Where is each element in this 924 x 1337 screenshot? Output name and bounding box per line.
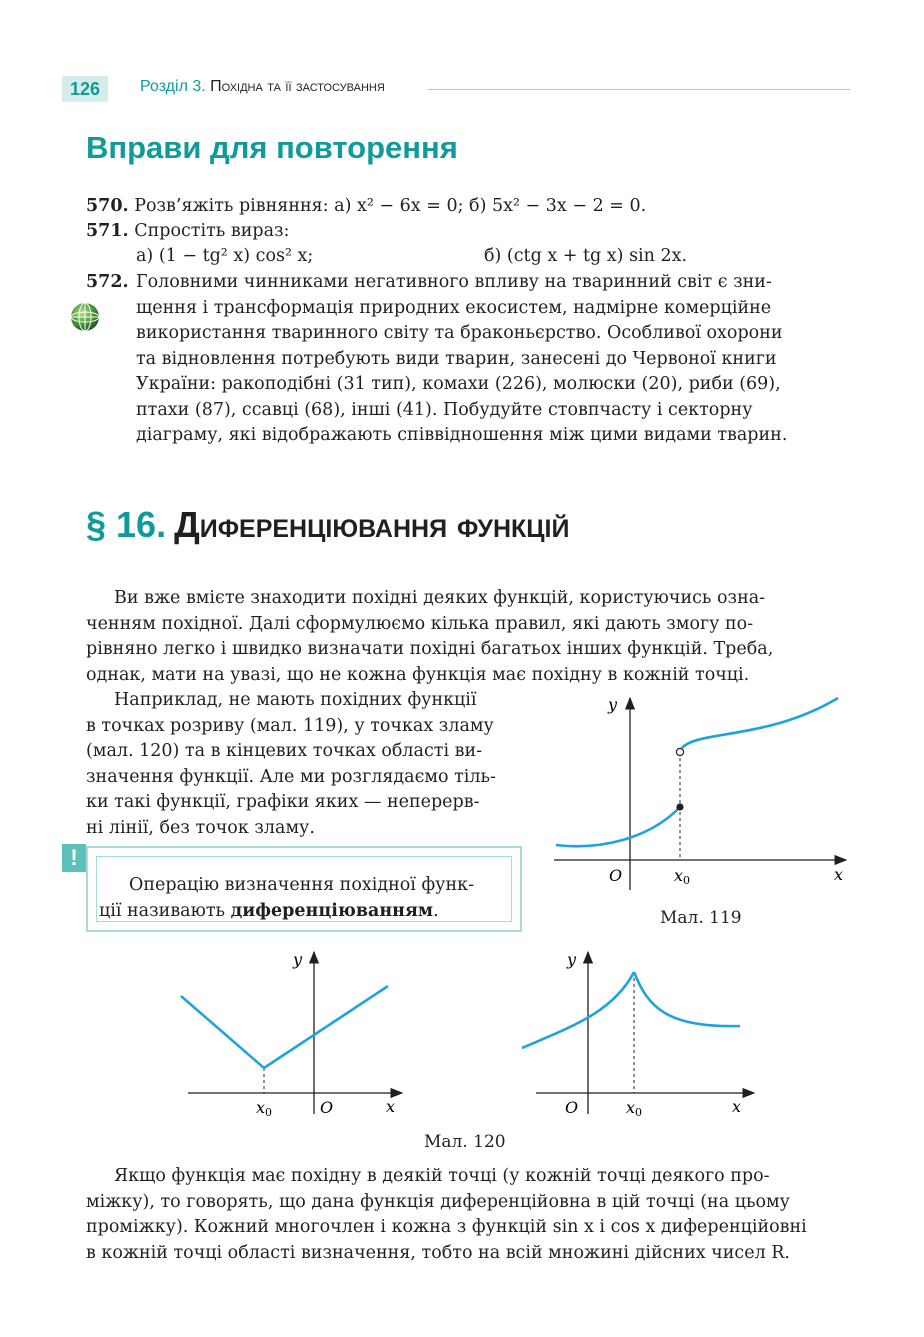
x0-main: x [674,866,684,885]
section-number: § 16. [86,504,167,545]
text-line: міжку), то говорять, що дана функція диференційовна в цій точці (на цьому [86,1191,790,1212]
x0-sub: 0 [635,1106,643,1119]
section-title: Диференціювання функцій [174,504,570,545]
x0-main: x [626,1098,636,1117]
y-label: y [293,950,303,969]
problem-number: 571. [86,221,129,241]
open-point [676,748,683,755]
exclamation-icon: ! [62,844,86,872]
origin-label: O [565,1098,579,1117]
problem-572-number: 572. [86,272,129,292]
figure-120-left [176,948,408,1120]
curve-left [556,807,680,846]
definition-text [99,873,509,924]
chapter-label: Розділ 3. [140,78,206,95]
text-line: значення функції. Але ми розглядаємо тіль- [86,766,496,787]
text-line: та відновлення потребують види тварин, занесені до Червоної книги [136,348,777,369]
text-line: рівняно легко і швидко визначати похідні багатьох інших функцій. Треба, [86,639,774,659]
figure-120-caption: Мал. 120 [424,1132,506,1152]
section-heading [86,504,569,546]
broken-line [181,986,388,1068]
x0-label [626,1098,642,1119]
x0-label [256,1098,272,1119]
text-line: Ви вже вмієте знаходити похідні деяких функцій, користуючись озна- [114,588,766,608]
problem-571-b: б) (ctg x + tg x) sin 2x. [484,246,688,266]
filled-point [676,803,683,810]
exercises-title: Вправи для повторення [86,130,458,165]
x-label: x [834,865,844,884]
problem-text: Розв’яжіть рівняння: а) x² − 6x = 0; б) 5x² − 3x − 2 = 0. [134,196,647,216]
text-line: щення і трансформація природних екосистем, надмірне комерційне [136,297,772,318]
x0-label [674,866,690,887]
x0-sub: 0 [683,874,691,887]
definition-box [86,846,522,932]
text-line: діаграму, які відображають співвідношення між цими видами тварин. [136,425,788,445]
header-rule [428,89,850,90]
curve-left [522,972,634,1048]
text-span: . [433,900,439,921]
running-header [140,78,385,96]
origin-label: O [320,1098,334,1117]
text-line: Операцію визначення похідної функ- [129,875,474,895]
text-line: в кожній точці області визначення, тобто на всій множині дійсних чисел R. [86,1242,790,1263]
y-label: y [608,695,618,714]
text-line: використання тваринного світу та браконьєрство. Особливої охорони [136,323,783,343]
curve-right [682,698,838,748]
chapter-title: Похідна та її застосування [210,78,385,95]
text-line: Наприклад, не мають похідних функції [114,690,477,710]
problem-570 [86,194,646,220]
curve-right [634,972,740,1026]
figure-119 [548,690,858,900]
globe-icon [70,302,100,332]
text-line: (мал. 120) та в кінцевих точках області ви- [86,741,483,761]
text-line: однак, мати на увазі, що не кожна функція має похідну в кожній точці. [86,664,750,685]
page-number: 126 [62,76,108,102]
problem-571 [86,219,289,245]
x-label: x [386,1097,396,1116]
final-paragraph [86,1164,850,1266]
text-line: птахи (87), ссавці (68), інші (41). Побудуйте стовпчасту і секторну [136,399,753,420]
problem-number: 570. [86,196,129,216]
text-line: в точках розриву (мал. 119), у точках зламу [86,715,494,736]
term-bold: диференціюванням [230,900,434,921]
figure-119-caption: Мал. 119 [660,908,742,928]
x0-main: x [256,1098,266,1117]
y-label: y [567,950,577,969]
figure-120-right [518,948,758,1120]
text-line: України: ракоподібні (31 тип), комахи (226), молюски (20), риби (69), [136,374,781,394]
origin-label: O [609,866,623,885]
problem-572-text [136,270,850,449]
problem-571-a: а) (1 − tg² x) cos² x; [136,246,314,266]
text-line [99,899,509,925]
text-line: ченням похідної. Далі сформулюємо кілька правил, які дають змогу по- [86,613,754,634]
definition-box-inner [96,856,512,922]
example-paragraph [86,688,526,841]
x-label: x [732,1097,742,1116]
text-line: Якщо функція має похідну в деякій точці (у кожній точці деякого про- [114,1166,770,1186]
text-line: ки такі функції, графіки яких — неперерв- [86,792,480,812]
text-span: ції називають [99,900,231,921]
text-line: ні лінії, без точок зламу. [86,817,315,838]
x0-sub: 0 [265,1106,273,1119]
text-line: Головними чинниками негативного впливу на тваринний світ є зни- [136,272,772,292]
problem-text: Спростіть вираз: [134,221,290,241]
intro-paragraph [86,586,850,688]
text-line: проміжку). Кожний многочлен і кожна з функцій sin x і cos x диференційовні [86,1217,807,1237]
